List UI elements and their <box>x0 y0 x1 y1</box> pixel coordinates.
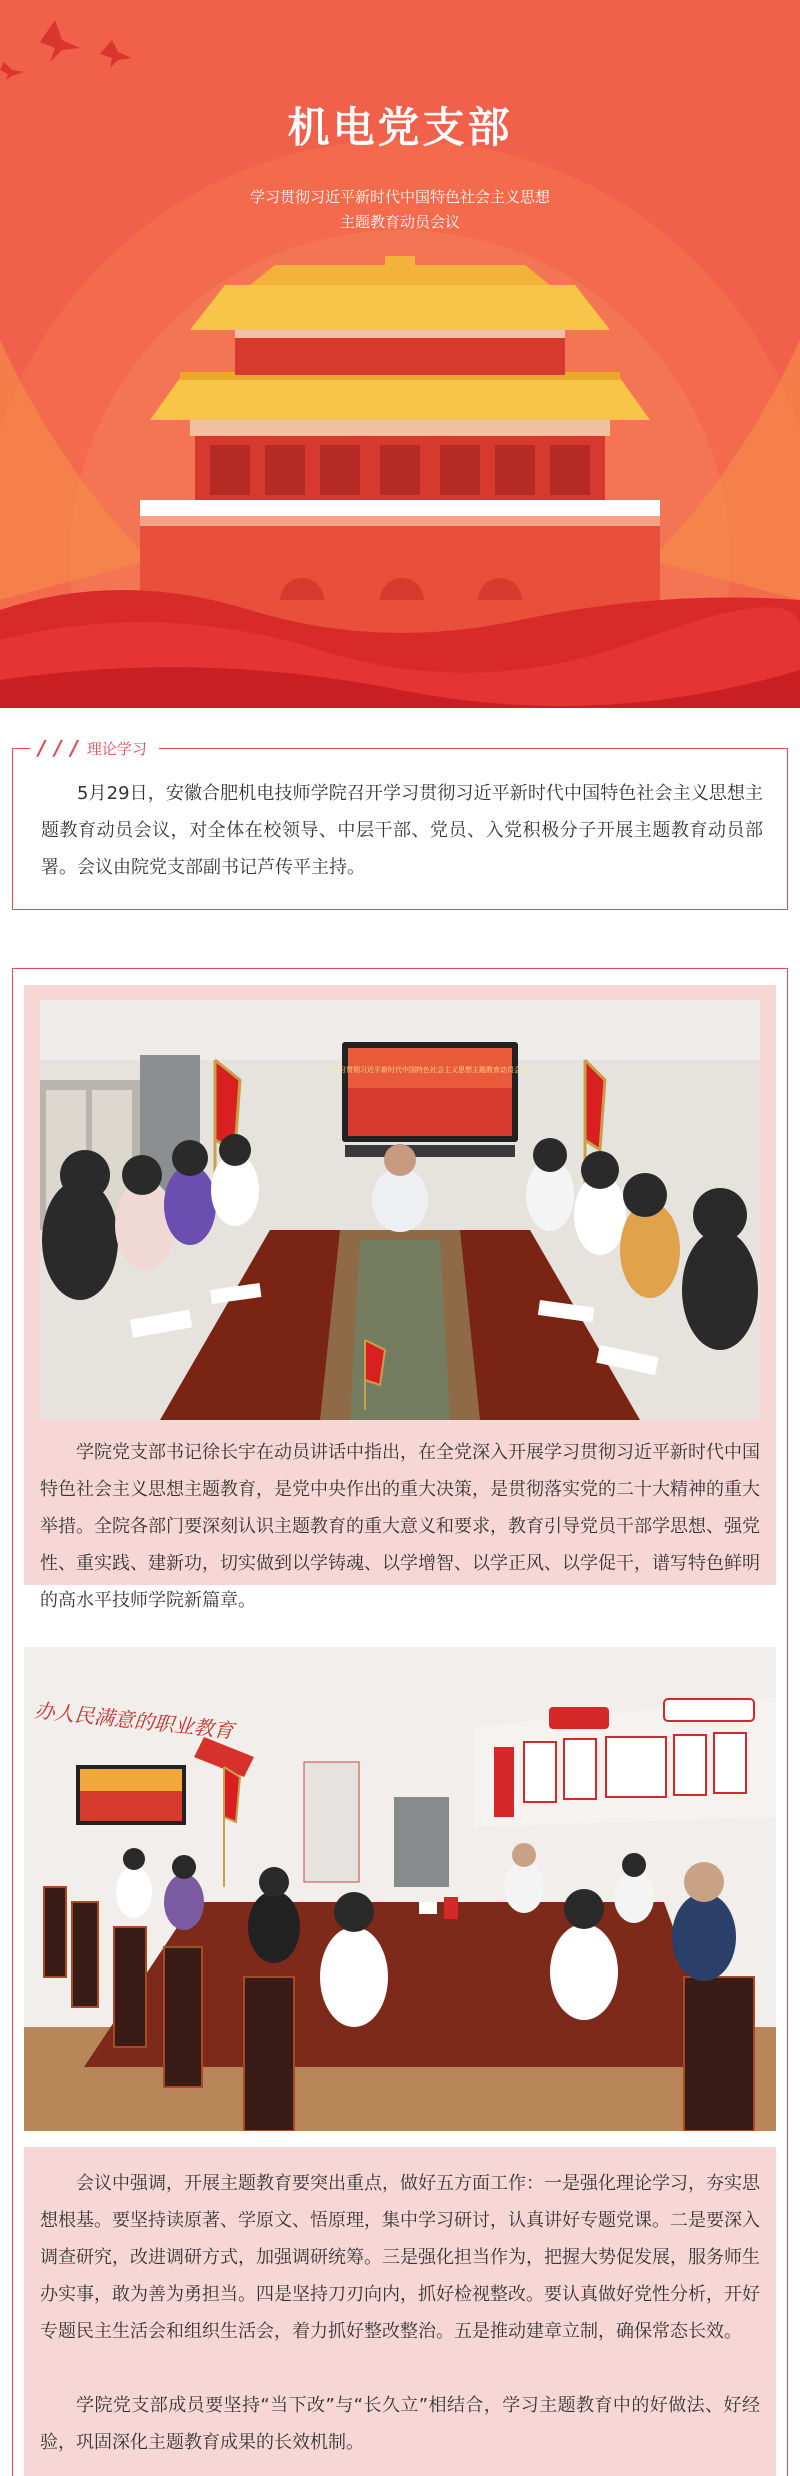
section-tag <box>30 735 159 761</box>
screen-caption: 学习贯彻习近平新时代中国特色社会主义思想主题教育动员会议 <box>332 1066 528 1074</box>
intro-text: 5月29日，安徽合肥机电技师学院召开学习贯彻习近平新时代中国特色社会主义思想主题教育动员会议，对全体在校领导、中层干部、党员、入党积极分子开展主题教育动员部署。会议由院党支部副书记芦传平主持。 <box>41 783 763 878</box>
intro-card <box>12 748 788 910</box>
banner-title: 机电党支部 <box>287 103 513 152</box>
paragraph-2: 会议中强调，开展主题教育要突出重点，做好五方面工作：一是强化理论学习，夯实思想根基。要坚持读原著、学原文、悟原理，集中学习研讨，认真讲好专题党课。二是要深入调查研究，改进调研方式，加强调研统筹。三是强化担当作为，把握大势促发展，服务师生办实事，敢为善为勇担当。四是坚持刀刃向内，抓好检视整改。要认真做好党性分析，开好专题民主生活会和组织生活会，着力抓好整改整治。五是推动建章立制，确保常态长效。 <box>40 2173 760 2342</box>
banner-subtitle-line1: 学习贯彻习近平新时代中国特色社会主义思想 <box>249 188 550 206</box>
wall-slogan: 办人民满意的职业教育 <box>33 1698 235 1743</box>
section-tag-label: 理论学习 <box>86 739 147 758</box>
meeting-photo-1 <box>40 1000 760 1420</box>
paragraph-1: 学院党支部书记徐长宇在动员讲话中指出，在全党深入开展学习贯彻习近平新时代中国特色社会主义思想主题教育，是党中央作出的重大决策，是贯彻落实党的二十大精神的重大举措。全院各部门要深刻认识主题教育的重大意义和要求，教育引导党员干部学思想、强党性、重实践、建新功，切实做到以学铸魂、以学增智、以学正风、以学促干，谱写特色鲜明的高水平技师学院新篇章。 <box>40 1442 760 1611</box>
header-banner <box>0 0 800 708</box>
slash-decor-icon: / / / <box>38 736 79 760</box>
paragraph-3: 学院党支部成员要坚持“当下改”与“长久立”相结合，学习主题教育中的好做法、好经验，巩固深化主题教育成果的长效机制。 <box>40 2395 760 2453</box>
meeting-photo-2-image <box>24 1647 776 2131</box>
meeting-photo-1-image <box>40 1000 760 1420</box>
banner-subtitle-line2: 主题教育动员会议 <box>339 213 460 231</box>
content-block-2 <box>24 2147 776 2476</box>
meeting-photo-2 <box>24 1647 776 2131</box>
